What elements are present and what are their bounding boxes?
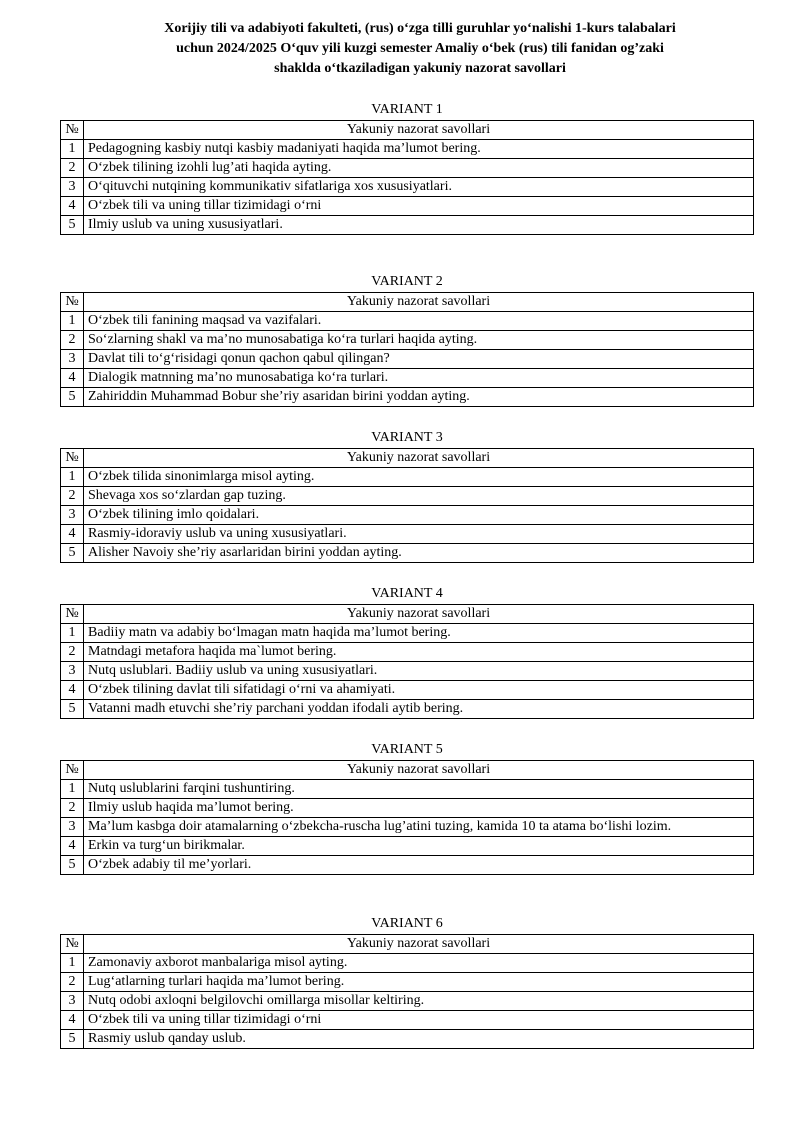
number-column-header: №: [61, 121, 84, 140]
question-text: Ilmiy uslub haqida ma’lumot bering.: [84, 799, 754, 818]
table-row: [61, 1011, 754, 1030]
question-number: 2: [61, 643, 84, 662]
table-row: [61, 487, 754, 506]
question-text: O‘qituvchi nutqining kommunikativ sifatlariga xos xususiyatlari.: [84, 178, 754, 197]
number-column-header: №: [61, 761, 84, 780]
table-header-row: [61, 605, 754, 624]
question-number: 2: [61, 973, 84, 992]
table-row: [61, 312, 754, 331]
table-row: [61, 506, 754, 525]
table-row: [61, 140, 754, 159]
question-number: 3: [61, 178, 84, 197]
question-number: 3: [61, 818, 84, 837]
variant-section: [60, 100, 754, 235]
question-number: 1: [61, 468, 84, 487]
number-column-header: №: [61, 935, 84, 954]
question-text: Vatanni madh etuvchi she’riy parchani yoddan ifodali aytib bering.: [84, 700, 754, 719]
questions-table: [60, 604, 754, 719]
question-text: Lug‘atlarning turlari haqida ma’lumot bering.: [84, 973, 754, 992]
question-column-header: Yakuniy nazorat savollari: [84, 121, 754, 140]
question-number: 4: [61, 197, 84, 216]
variant-title: VARIANT 1: [371, 102, 443, 117]
question-number: 3: [61, 350, 84, 369]
table-row: [61, 197, 754, 216]
variant-title: VARIANT 5: [371, 742, 443, 757]
question-number: 3: [61, 506, 84, 525]
table-row: [61, 388, 754, 407]
question-text: Zamonaviy axborot manbalariga misol ayting.: [84, 954, 754, 973]
question-column-header: Yakuniy nazorat savollari: [84, 935, 754, 954]
question-column-header: Yakuniy nazorat savollari: [84, 605, 754, 624]
table-row: [61, 525, 754, 544]
question-text: O‘zbek tilining imlo qoidalari.: [84, 506, 754, 525]
question-text: Nutq uslublari. Badiiy uslub va uning xususiyatlari.: [84, 662, 754, 681]
question-number: 4: [61, 369, 84, 388]
question-number: 5: [61, 1030, 84, 1049]
question-number: 1: [61, 780, 84, 799]
question-number: 5: [61, 700, 84, 719]
question-text: O‘zbek tilida sinonimlarga misol ayting.: [84, 468, 754, 487]
question-number: 2: [61, 159, 84, 178]
question-number: 2: [61, 487, 84, 506]
question-number: 2: [61, 799, 84, 818]
question-number: 5: [61, 856, 84, 875]
questions-table: [60, 760, 754, 875]
table-row: [61, 468, 754, 487]
table-row: [61, 662, 754, 681]
questions-table: [60, 292, 754, 407]
question-text: Davlat tili to‘g‘risidagi qonun qachon qabul qilingan?: [84, 350, 754, 369]
question-column-header: Yakuniy nazorat savollari: [84, 293, 754, 312]
question-number: 3: [61, 992, 84, 1011]
header-line: uchun 2024/2025 O‘quv yili kuzgi semester Amaliy o‘bek (rus) tili fanidan og’zaki: [176, 41, 664, 56]
variant-section: [60, 740, 754, 875]
question-text: Matndagi metafora haqida ma`lumot bering.: [84, 643, 754, 662]
table-header-row: [61, 761, 754, 780]
question-number: 5: [61, 216, 84, 235]
question-number: 1: [61, 954, 84, 973]
table-row: [61, 1030, 754, 1049]
question-text: Nutq odobi axloqni belgilovchi omillarga misollar keltiring.: [84, 992, 754, 1011]
question-column-header: Yakuniy nazorat savollari: [84, 761, 754, 780]
question-text: Badiiy matn va adabiy bo‘lmagan matn haqida ma’lumot bering.: [84, 624, 754, 643]
document-header: [60, 19, 780, 79]
question-number: 5: [61, 388, 84, 407]
questions-table: [60, 120, 754, 235]
questions-table: [60, 934, 754, 1049]
table-row: [61, 973, 754, 992]
table-row: [61, 799, 754, 818]
question-text: Zahiriddin Muhammad Bobur she’riy asaridan birini yoddan ayting.: [84, 388, 754, 407]
variant-title: VARIANT 3: [371, 430, 443, 445]
table-row: [61, 178, 754, 197]
table-header-row: [61, 293, 754, 312]
question-text: O‘zbek tilining izohli lug’ati haqida ayting.: [84, 159, 754, 178]
table-row: [61, 700, 754, 719]
header-line: Xorijiy tili va adabiyoti fakulteti, (rus) o‘zga tilli guruhlar yo‘nalishi 1-kurs talabalari: [164, 21, 676, 36]
table-row: [61, 818, 754, 837]
question-text: Dialogik matnning ma’no munosabatiga ko‘ra turlari.: [84, 369, 754, 388]
table-row: [61, 544, 754, 563]
question-text: O‘zbek tili fanining maqsad va vazifalari.: [84, 312, 754, 331]
table-row: [61, 216, 754, 235]
table-row: [61, 837, 754, 856]
question-text: Ilmiy uslub va uning xususiyatlari.: [84, 216, 754, 235]
number-column-header: №: [61, 605, 84, 624]
table-row: [61, 350, 754, 369]
question-text: O‘zbek tilining davlat tili sifatidagi o‘rni va ahamiyati.: [84, 681, 754, 700]
question-number: 5: [61, 544, 84, 563]
table-row: [61, 992, 754, 1011]
variant-title: VARIANT 6: [371, 916, 443, 931]
table-row: [61, 954, 754, 973]
question-number: 1: [61, 140, 84, 159]
question-text: Rasmiy uslub qanday uslub.: [84, 1030, 754, 1049]
question-column-header: Yakuniy nazorat savollari: [84, 449, 754, 468]
question-number: 3: [61, 662, 84, 681]
question-text: O‘zbek tili va uning tillar tizimidagi o‘rni: [84, 197, 754, 216]
question-text: Shevaga xos so‘zlardan gap tuzing.: [84, 487, 754, 506]
table-header-row: [61, 935, 754, 954]
variant-section: [60, 584, 754, 719]
question-text: Erkin va turg‘un birikmalar.: [84, 837, 754, 856]
question-text: Ma’lum kasbga doir atamalarning o‘zbekcha-ruscha lug’atini tuzing, kamida 10 ta atama bo‘lishi lozim.: [84, 818, 754, 837]
question-text: Rasmiy-idoraviy uslub va uning xususiyatlari.: [84, 525, 754, 544]
question-text: Pedagogning kasbiy nutqi kasbiy madaniyati haqida ma’lumot bering.: [84, 140, 754, 159]
table-row: [61, 369, 754, 388]
question-text: O‘zbek tili va uning tillar tizimidagi o‘rni: [84, 1011, 754, 1030]
table-header-row: [61, 449, 754, 468]
table-row: [61, 681, 754, 700]
questions-table: [60, 448, 754, 563]
question-number: 1: [61, 624, 84, 643]
table-row: [61, 624, 754, 643]
table-header-row: [61, 121, 754, 140]
variant-section: [60, 914, 754, 1049]
question-number: 4: [61, 525, 84, 544]
question-number: 4: [61, 1011, 84, 1030]
variant-section: [60, 428, 754, 563]
table-row: [61, 856, 754, 875]
table-row: [61, 159, 754, 178]
question-text: Alisher Navoiy she’riy asarlaridan birini yoddan ayting.: [84, 544, 754, 563]
table-row: [61, 331, 754, 350]
variant-section: [60, 272, 754, 407]
question-text: So‘zlarning shakl va ma’no munosabatiga ko‘ra turlari haqida ayting.: [84, 331, 754, 350]
question-number: 4: [61, 837, 84, 856]
variant-title: VARIANT 2: [371, 274, 443, 289]
table-row: [61, 643, 754, 662]
question-number: 2: [61, 331, 84, 350]
question-number: 4: [61, 681, 84, 700]
number-column-header: №: [61, 449, 84, 468]
table-row: [61, 780, 754, 799]
header-line: shaklda o‘tkaziladigan yakuniy nazorat savollari: [274, 61, 566, 76]
question-text: Nutq uslublarini farqini tushuntiring.: [84, 780, 754, 799]
question-text: O‘zbek adabiy til me’yorlari.: [84, 856, 754, 875]
variant-title: VARIANT 4: [371, 586, 443, 601]
number-column-header: №: [61, 293, 84, 312]
question-number: 1: [61, 312, 84, 331]
